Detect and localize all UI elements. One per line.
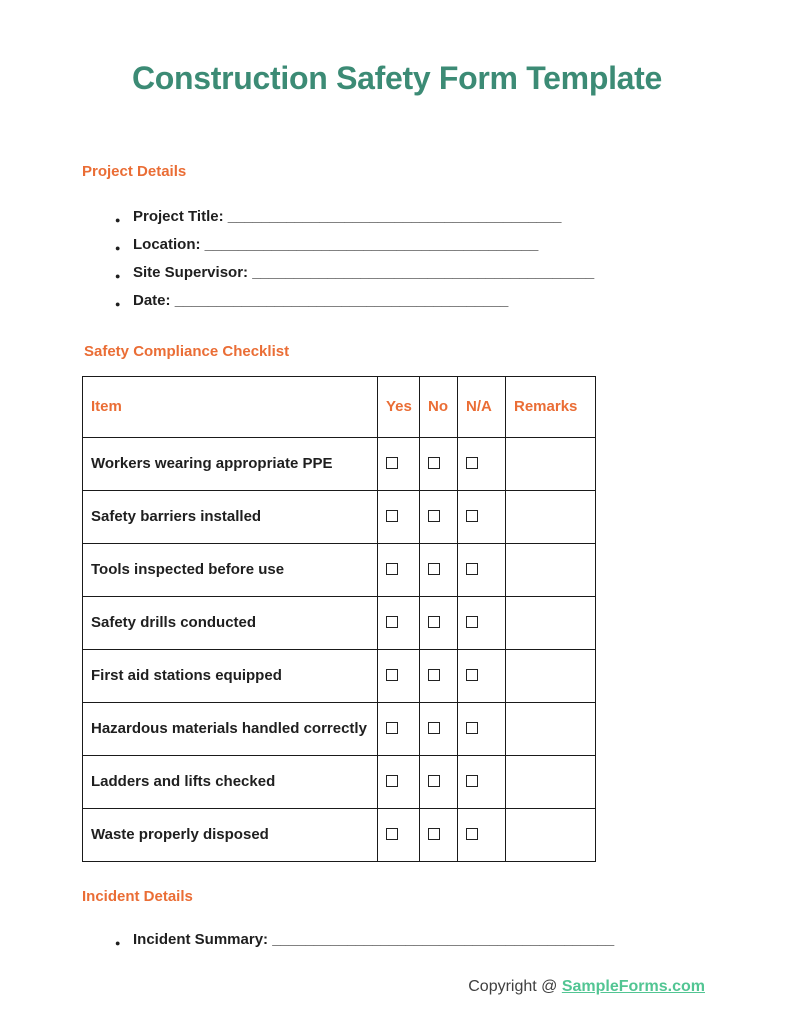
no-cell: [420, 756, 458, 809]
no-checkbox[interactable]: [428, 616, 440, 628]
field-label: Site Supervisor:: [133, 264, 249, 281]
no-checkbox[interactable]: [428, 510, 440, 522]
item-label: Hazardous materials handled correctly: [83, 703, 378, 756]
no-cell: [420, 438, 458, 491]
no-checkbox[interactable]: [428, 828, 440, 840]
footer-copyright: [468, 978, 705, 996]
yes-checkbox[interactable]: [386, 669, 398, 681]
field-label: Date:: [133, 292, 171, 309]
no-checkbox[interactable]: [428, 775, 440, 787]
incident-details-heading: Incident Details: [82, 888, 193, 905]
field-label: Location:: [133, 236, 201, 253]
item-label: Tools inspected before use: [83, 544, 378, 597]
no-checkbox[interactable]: [428, 722, 440, 734]
yes-cell: [378, 650, 420, 703]
yes-cell: [378, 809, 420, 862]
item-label: First aid stations equipped: [83, 650, 378, 703]
field-project-title: [82, 208, 594, 226]
na-checkbox[interactable]: [466, 722, 478, 734]
col-header-remarks: Remarks: [506, 377, 596, 438]
project-details-list: [82, 208, 594, 320]
na-cell: [458, 438, 506, 491]
yes-checkbox[interactable]: [386, 563, 398, 575]
table-row: [83, 756, 596, 809]
field-label: Incident Summary:: [133, 931, 269, 948]
item-label: Safety drills conducted: [83, 597, 378, 650]
no-cell: [420, 597, 458, 650]
no-cell: [420, 491, 458, 544]
col-header-item: Item: [83, 377, 378, 438]
field-label: Project Title:: [133, 208, 224, 225]
blank-line[interactable]: ________________________________________: [204, 236, 539, 253]
col-header-no: No: [420, 377, 458, 438]
table-row: [83, 703, 596, 756]
checklist-heading: Safety Compliance Checklist: [84, 343, 290, 360]
na-checkbox[interactable]: [466, 775, 478, 787]
na-cell: [458, 491, 506, 544]
yes-cell: [378, 544, 420, 597]
remarks-cell[interactable]: [506, 650, 596, 703]
field-incident-summary: [82, 931, 614, 949]
no-cell: [420, 809, 458, 862]
sampleforms-link[interactable]: SampleForms.com: [561, 978, 705, 995]
na-cell: [458, 650, 506, 703]
na-checkbox[interactable]: [466, 457, 478, 469]
na-cell: [458, 597, 506, 650]
no-cell: [420, 703, 458, 756]
incident-details-list: [82, 931, 614, 959]
no-checkbox[interactable]: [428, 563, 440, 575]
col-header-na: N/A: [458, 377, 506, 438]
blank-line[interactable]: ________________________________________: [227, 208, 562, 225]
remarks-cell[interactable]: [506, 703, 596, 756]
na-checkbox[interactable]: [466, 510, 478, 522]
na-cell: [458, 703, 506, 756]
table-row: [83, 650, 596, 703]
na-checkbox[interactable]: [466, 563, 478, 575]
yes-checkbox[interactable]: [386, 457, 398, 469]
yes-checkbox[interactable]: [386, 775, 398, 787]
yes-cell: [378, 491, 420, 544]
yes-cell: [378, 756, 420, 809]
yes-checkbox[interactable]: [386, 722, 398, 734]
no-checkbox[interactable]: [428, 669, 440, 681]
yes-cell: [378, 597, 420, 650]
yes-checkbox[interactable]: [386, 616, 398, 628]
table-row: [83, 438, 596, 491]
copyright-text: Copyright @: [468, 978, 562, 995]
yes-cell: [378, 703, 420, 756]
no-checkbox[interactable]: [428, 457, 440, 469]
remarks-cell[interactable]: [506, 597, 596, 650]
yes-checkbox[interactable]: [386, 510, 398, 522]
blank-line[interactable]: _________________________________________: [252, 264, 595, 281]
field-location: [82, 236, 594, 254]
project-details-heading: Project Details: [82, 163, 187, 180]
yes-checkbox[interactable]: [386, 828, 398, 840]
table-row: [83, 597, 596, 650]
na-cell: [458, 544, 506, 597]
blank-line[interactable]: ________________________________________: [174, 292, 509, 309]
col-header-yes: Yes: [378, 377, 420, 438]
table-header-row: [83, 377, 596, 438]
item-label: Workers wearing appropriate PPE: [83, 438, 378, 491]
na-cell: [458, 756, 506, 809]
remarks-cell[interactable]: [506, 544, 596, 597]
remarks-cell[interactable]: [506, 809, 596, 862]
table-row: [83, 491, 596, 544]
field-site-supervisor: [82, 264, 594, 282]
field-date: [82, 292, 594, 310]
item-label: Waste properly disposed: [83, 809, 378, 862]
no-cell: [420, 650, 458, 703]
remarks-cell[interactable]: [506, 438, 596, 491]
table-row: [83, 809, 596, 862]
item-label: Safety barriers installed: [83, 491, 378, 544]
na-checkbox[interactable]: [466, 828, 478, 840]
table-row: [83, 544, 596, 597]
item-label: Ladders and lifts checked: [83, 756, 378, 809]
na-cell: [458, 809, 506, 862]
na-checkbox[interactable]: [466, 669, 478, 681]
page-title: Construction Safety Form Template: [131, 60, 663, 96]
safety-compliance-table: [82, 376, 596, 862]
yes-cell: [378, 438, 420, 491]
remarks-cell[interactable]: [506, 756, 596, 809]
na-checkbox[interactable]: [466, 616, 478, 628]
remarks-cell[interactable]: [506, 491, 596, 544]
blank-line[interactable]: _________________________________________: [272, 931, 615, 948]
no-cell: [420, 544, 458, 597]
